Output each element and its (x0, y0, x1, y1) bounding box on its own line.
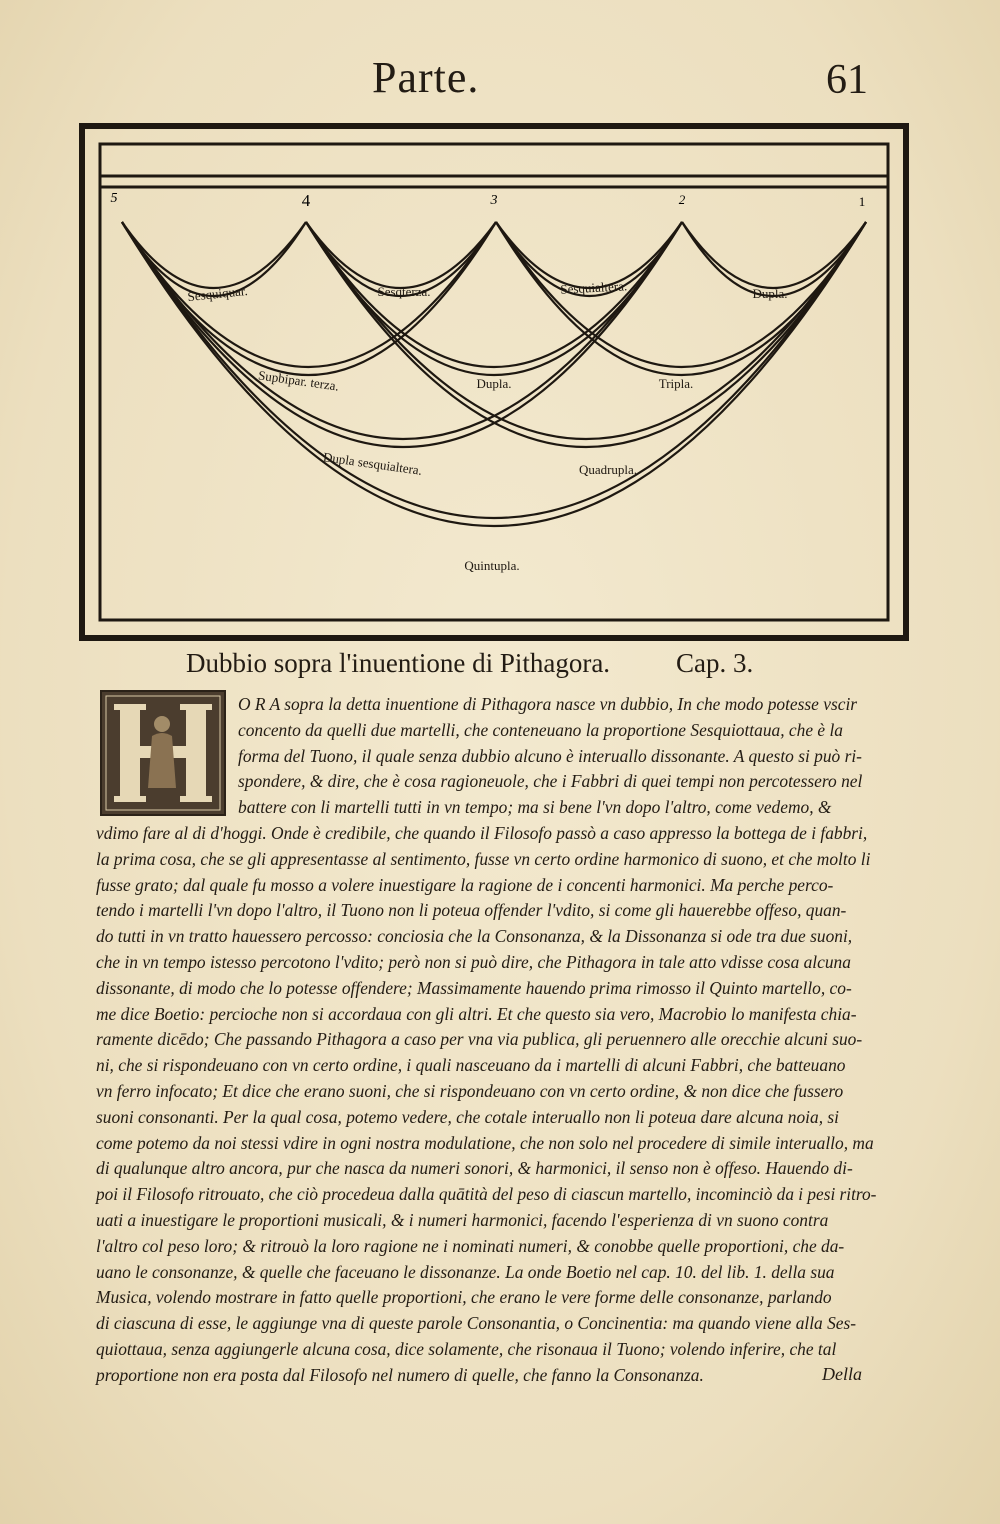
label-quadrupla: Quadrupla. (578, 462, 638, 477)
text-line: O R A sopra la detta inuentione di Pithagora nasce vn dubbio, In che modo potesse vscir (238, 694, 858, 714)
text-line: fusse grato; dal quale fu mosso a volere inuestigare la ragione de i concenti harmonici. Ma perche perco- (96, 874, 834, 895)
catchword: Della (822, 1364, 862, 1384)
text-line: spondere, & dire, che è cosa ragioneuole, che i Fabbri di quei tempi non percotessero nel (238, 771, 863, 792)
text-line: che in vn tempo istesso percotono l'vdito; però non si può dire, che Pithagora in tale atto vdisse cosa alcuna (96, 951, 851, 972)
point-3: 3 (490, 193, 498, 208)
text-line: vn ferro infocato; Et dice che erano suoni, che si rispondeuano con vn certo ordine, & non dice che fussero (96, 1080, 844, 1101)
text-line: tendo i martelli l'vn dopo l'altro, il Tuono non li poteua offender l'vdito, si come gli hauerebbe offeso, quan- (96, 900, 847, 921)
text-line: ramente dicēdo; Che passando Pithagora a caso per vna via publica, gli peruennero alle orecchie alcuni suo- (96, 1029, 863, 1050)
label-dupla-2: Dupla. (476, 376, 512, 391)
text-line: do tutti in vn tratto hauessero percosso: conciosia che la Consonanza, & la Dissonanza si ode tra due suoni, (96, 926, 853, 947)
text-line: proportione non era posta dal Filosofo nel numero di quelle, che fanno la Consonanza. (96, 1364, 704, 1385)
arc-4-2-inner (306, 222, 682, 367)
text-line: me dice Boetio: percioche non si accordaua con gli altri. Et che questo sia vero, Macrobio lo manifesta chia- (96, 1003, 857, 1024)
point-1: 1 (858, 194, 866, 209)
text-line: quiottaua, senza aggiungerle alcuna cosa, dice solamente, che risonaua il Tuono; volendo inferire, che tal (96, 1338, 837, 1359)
arc-2-1-outer (682, 222, 866, 296)
text-line: l'altro col peso loro; & ritrouò la loro ragione ne i nominati numeri, & conobbe quelle proportioni, che da- (96, 1235, 845, 1256)
arc-3-2-inner (496, 222, 682, 288)
text-line: ni, che si rispondeuano con vn certo ordine, i quali nasceuano da i martelli di alcuni Fabbri, che batteuano (96, 1055, 846, 1076)
label-tripla: Tripla. (658, 376, 694, 391)
page-title: Parte. (372, 53, 480, 102)
page-number: 61 (826, 57, 868, 103)
arc-2-1-inner (682, 222, 866, 288)
text-line: di ciascuna di esse, le aggiunge vna di queste parole Consonantia, o Concinentia: ma quando viene alla Ses- (96, 1313, 857, 1334)
text-line: la prima cosa, che se gli appresentasse al sentimento, fusse vn certo ordine harmonico di suono, et che molto li (96, 848, 871, 869)
arc-5-4-inner (122, 222, 306, 288)
arc-3-1-inner (496, 222, 866, 367)
body-text (96, 692, 876, 1389)
arc-5-4-outer (122, 222, 306, 296)
arc-5-3-inner (122, 222, 496, 367)
label-sesquialtera: Sesquialtera. (560, 278, 628, 297)
point-5: 5 (110, 191, 118, 206)
text-line: uano le consonanze, & quelle che faceuano le dissonanze. La onde Boetio nel cap. 10. del lib. 1. della sua (96, 1261, 835, 1282)
text-line: di qualunque altro ancora, pur che nasca da numeri sonori, & harmonici, il senso non è offeso. Hauendo di- (96, 1158, 853, 1179)
chapter-number: Cap. 3. (676, 648, 754, 678)
text-line: forma del Tuono, il quale senza dubbio alcuno è interuallo dissonante. A questo si può ri- (238, 745, 862, 766)
text-line: battere con li martelli tutti in vn tempo; ma si bene l'vn dopo l'altro, come vedemo, & (238, 797, 832, 818)
text-line: uati a inuestigare le proportioni musicali, & i numeri harmonici, facendo l'esperienza di vn suono contra (96, 1209, 829, 1230)
diagram-svg (78, 120, 910, 650)
label-supbipar-terza: Supbipar. terza. (257, 367, 340, 394)
text-line: Musica, volendo mostrare in fatto quelle proportioni, che erano le vere forme delle consonanze, parlando (96, 1287, 832, 1308)
label-quintupla: Quintupla. (464, 558, 520, 573)
chapter-heading (186, 648, 786, 688)
point-2: 2 (678, 192, 686, 207)
arc-4-2-outer (306, 222, 682, 375)
proportion-diagram (78, 120, 910, 650)
running-head (0, 52, 1000, 112)
text-line: suoni consonanti. Per la qual cosa, potemo vedere, che cotale interuallo non li poteua dare alcuna noia, si (96, 1106, 840, 1127)
arcs (122, 222, 866, 526)
text-line: come potemo da noi stessi vdire in ogni nostra modulatione, che non solo nel procedere di simile interuallo, ma (96, 1132, 874, 1153)
arc-5-1-inner (122, 222, 866, 518)
text-line: poi il Filosofo ritrouato, che ciò procedeua dalla quātità del peso di ciascun martello, incominciò da i pesi ritro- (96, 1184, 877, 1205)
label-sesquiquar: Sesquiquar. (186, 282, 249, 305)
text-line: dissonante, di modo che lo potesse offendere; Massimamente hauendo prima rimosso il Quinto martello, co- (96, 977, 852, 998)
text-line: concento da quelli due martelli, che conteneuano la proportione Sesquiottaua, che è la (238, 719, 843, 740)
text-line: vdimo fare al di d'hoggi. Onde è credibile, che quando il Filosofo passò a caso appresso la bottega de i fabbri, (96, 822, 868, 843)
chapter-title: Dubbio sopra l'inuentione di Pithagora. (186, 648, 611, 678)
label-sesqterza: Sesqterza. (377, 284, 431, 299)
label-dupla: Dupla. (752, 286, 788, 301)
arc-4-3-inner (306, 222, 496, 288)
label-dupla-sesquialtera: Dupla sesquialtera. (322, 449, 424, 478)
point-4: 4 (301, 191, 311, 210)
